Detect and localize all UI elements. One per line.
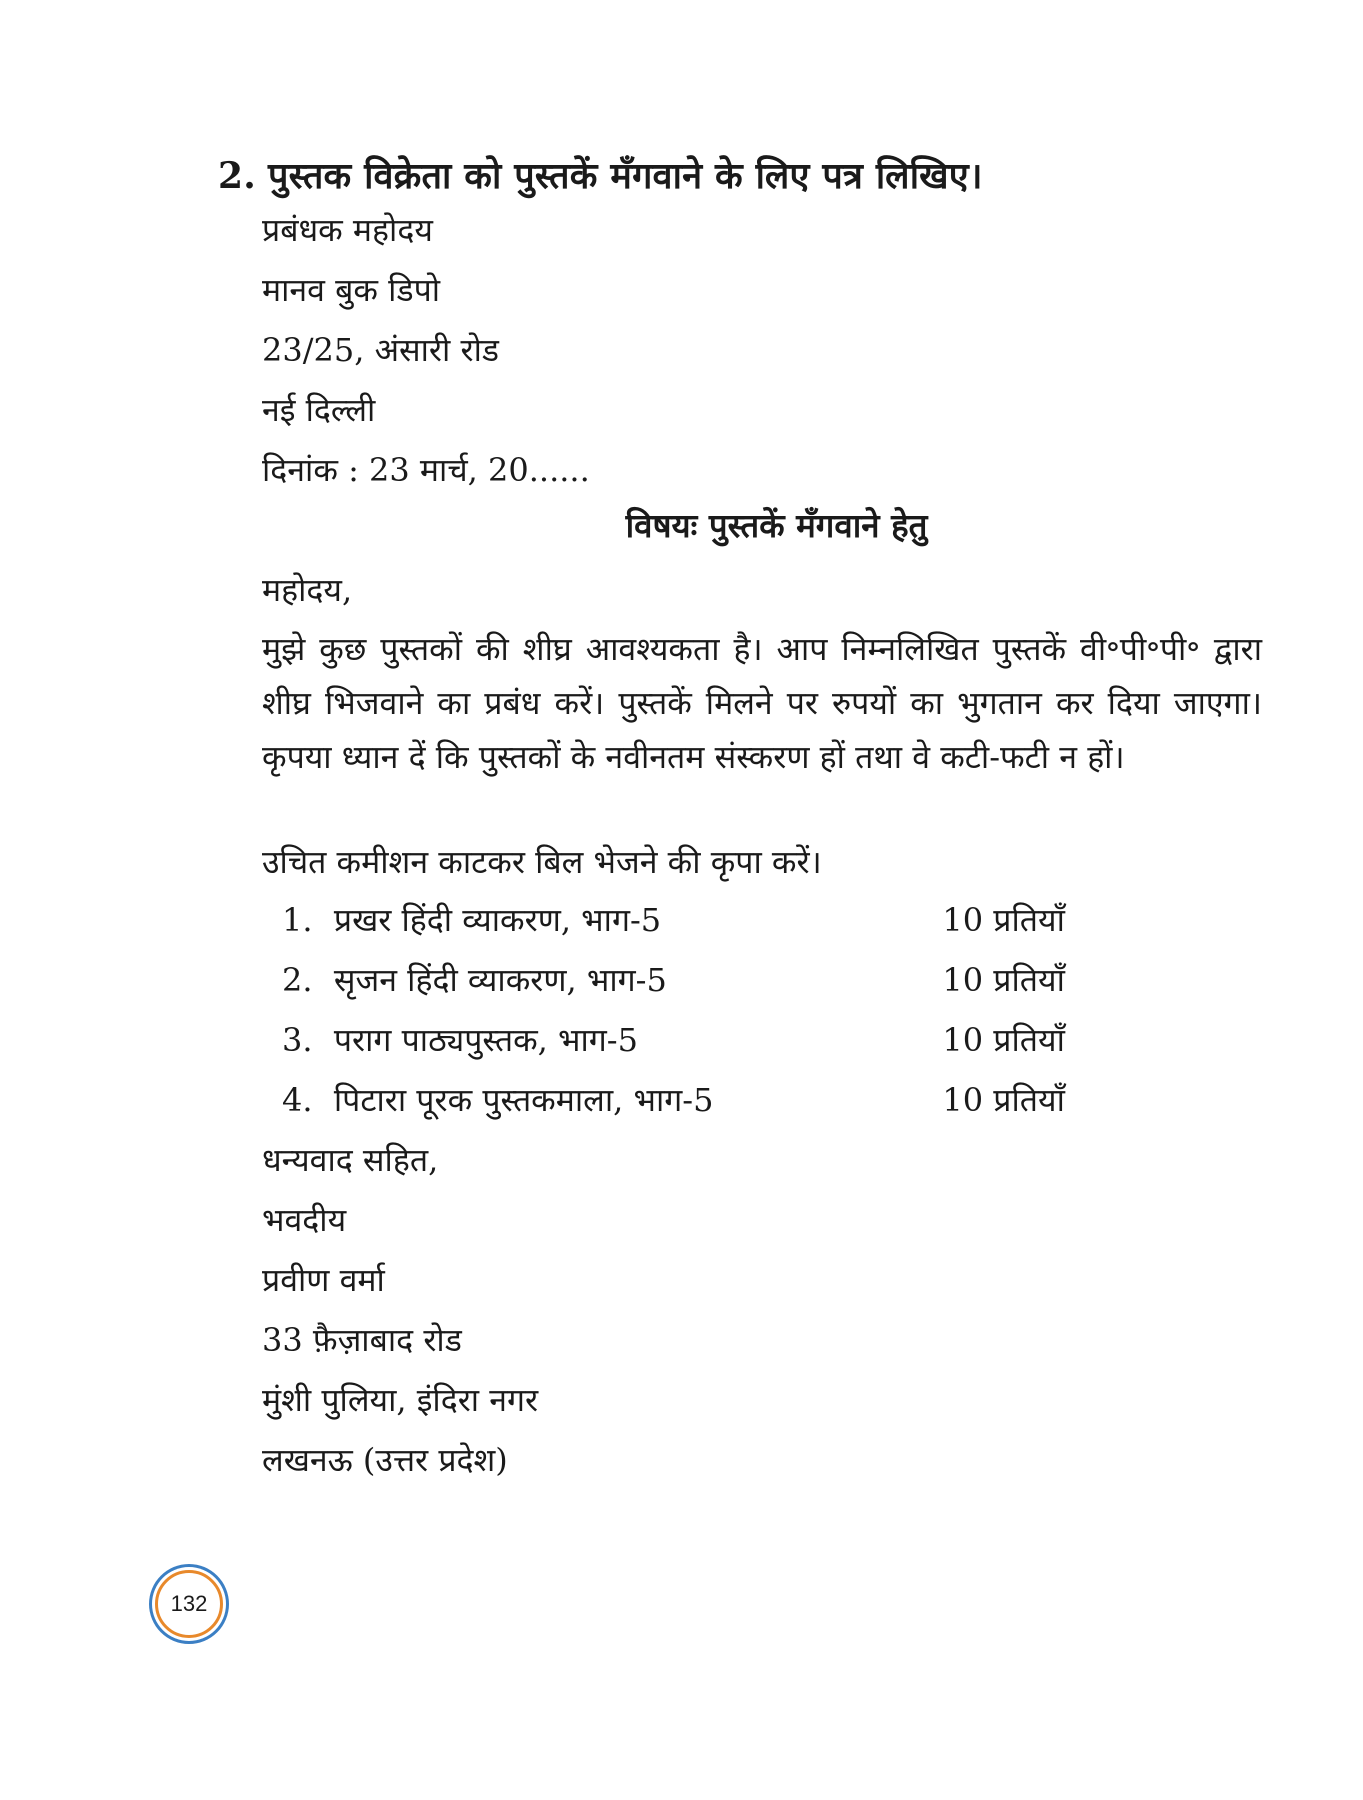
book-number: 1.: [282, 901, 313, 939]
book-title: पिटारा पूरक पुस्तकमाला, भाग-5: [333, 1081, 714, 1119]
book-quantity: 10 प्रतियाँ: [942, 1021, 1065, 1059]
recipient-address: [262, 200, 1262, 500]
sender-name: प्रवीण वर्मा: [262, 1261, 385, 1299]
book-title: प्रखर हिंदी व्याकरण, भाग-5: [333, 901, 662, 939]
letter-date: दिनांक : 23 मार्च, 20......: [262, 451, 590, 489]
question-heading: [218, 150, 983, 199]
book-title: सृजन हिंदी व्याकरण, भाग-5: [333, 961, 667, 999]
book-title: पराग पाठ्यपुस्तक, भाग-5: [333, 1021, 638, 1059]
page-number-badge: 132: [155, 1570, 223, 1638]
address-line: 23/25, अंसारी रोड: [262, 331, 499, 369]
list-item: [282, 890, 1102, 950]
book-quantity: 10 प्रतियाँ: [942, 1081, 1065, 1119]
address-line: प्रबंधक महोदय: [262, 211, 433, 249]
sender-address-line: 33 फ़ैज़ाबाद रोड: [262, 1321, 462, 1359]
closing-line: धन्यवाद सहित,: [262, 1141, 439, 1179]
commission-text: उचित कमीशन काटकर बिल भेजने की कृपा करें।: [262, 843, 822, 881]
book-number: 4.: [282, 1081, 313, 1119]
closing-line: भवदीय: [262, 1201, 347, 1239]
book-list: [282, 890, 1102, 1130]
book-quantity: 10 प्रतियाँ: [942, 961, 1065, 999]
address-line: मानव बुक डिपो: [262, 271, 441, 309]
book-number: 3.: [282, 1021, 313, 1059]
sender-address-line: मुंशी पुलिया, इंदिरा नगर: [262, 1381, 539, 1419]
address-line: नई दिल्ली: [262, 391, 376, 429]
commission-request: [262, 832, 1262, 892]
list-item: [282, 1070, 1102, 1130]
book-quantity: 10 प्रतियाँ: [942, 901, 1065, 939]
question-text: पुस्तक विक्रेता को पुस्तकें मँगवाने के लिए पत्र लिखिए।: [267, 155, 983, 197]
salutation: [262, 560, 1262, 620]
list-item: [282, 1010, 1102, 1070]
sender-signature-block: [262, 1130, 1262, 1490]
list-item: [282, 950, 1102, 1010]
question-number: 2.: [218, 155, 256, 197]
sender-address-line: लखनऊ (उत्तर प्रदेश): [262, 1441, 508, 1479]
book-number: 2.: [282, 961, 313, 999]
letter-subject: विषयः पुस्तकें मँगवाने हेतु: [625, 506, 928, 545]
letter-body: मुझे कुछ पुस्तकों की शीघ्र आवश्यकता है। आप निम्नलिखित पुस्तकें वी॰पी॰पी॰ द्वारा शीघ्र भिजवाने का प्रबंध करें। पुस्तकें मिलने पर रुपयों का भुगतान कर दिया जाएगा। कृपया ध्यान दें कि पुस्तकों के नवीनतम संस्करण हों तथा वे कटी-फटी न हों।: [262, 630, 1262, 776]
salutation-text: महोदय,: [262, 571, 353, 609]
